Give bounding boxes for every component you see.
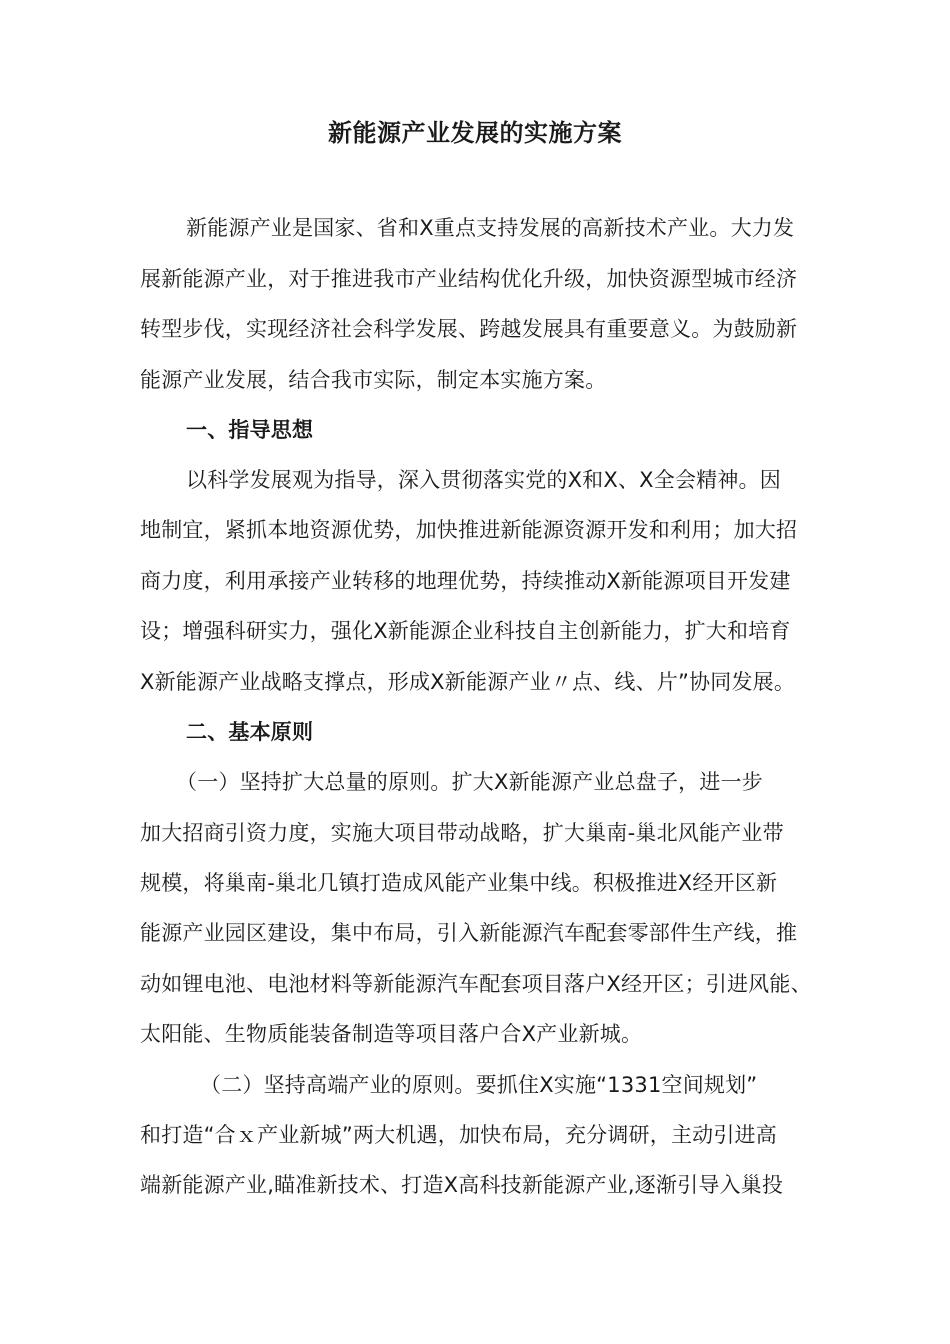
paragraph-line: 和打造“合ｘ产业新城”两大机遇，加快布局，充分调研，主动引进高 <box>140 1123 777 1147</box>
document-title: 新能源产业发展的实施方案 <box>328 119 622 147</box>
paragraph-line: 新能源产业是国家、省和Ⅹ重点支持发展的高新技术产业。大力发 <box>186 216 795 240</box>
paragraph-line: 能源产业园区建设，集中布局，引入新能源汽车配套零部件生产线，推 <box>140 921 798 945</box>
paragraph-line: 转型步伐，实现经济社会科学发展、跨越发展具有重要意义。为鼓励新 <box>140 317 798 341</box>
paragraph-line: 展新能源产业，对于推进我市产业结构优化升级，加快资源型城市经济 <box>140 267 798 291</box>
section-heading: 一、指导思想 <box>186 418 314 442</box>
paragraph-line: 规模，将巢南-巢北几镇打造成风能产业集中线。积极推进Ⅹ经开区新 <box>140 871 778 895</box>
paragraph-line: 动如锂电池、电池材料等新能源汽车配套项目落户Ⅹ经开区；引进风能、 <box>140 972 812 996</box>
paragraph-line: 设；增强科研实力，强化Ⅹ新能源企业科技自主创新能力，扩大和培育 <box>140 619 791 643</box>
paragraph-line: 地制宜，紧抓本地资源优势，加快推进新能源资源开发和利用；加大招 <box>140 518 798 542</box>
paragraph-line: 以科学发展观为指导，深入贯彻落实党的Ⅹ和Ⅹ、Ⅹ全会精神。因 <box>186 468 781 492</box>
paragraph-line: 能源产业发展，结合我市实际，制定本实施方案。 <box>140 368 607 392</box>
paragraph-line: 商力度，利用承接产业转移的地理优势，持续推动Ⅹ新能源项目开发建 <box>140 569 791 593</box>
paragraph-line: 端新能源产业,瞄准新技术、打造Ⅹ高科技新能源产业,逐渐引导入巢投 <box>140 1173 784 1197</box>
paragraph-line: （一）坚持扩大总量的原则。扩大Ⅹ新能源产业总盘子，进一步 <box>176 770 763 794</box>
paragraph-line: 加大招商引资力度，实施大项目带动战略，扩大巢南-巢北风能产业带 <box>140 821 784 845</box>
section-heading: 二、基本原则 <box>186 720 314 744</box>
paragraph-line: （二）坚持高端产业的原则。要抓住Ⅹ实施“1331空间规划” <box>200 1073 758 1097</box>
paragraph-line: Ⅹ新能源产业战略支撑点，形成Ⅹ新能源产业〃点、线、片”协同发展。 <box>140 670 796 694</box>
paragraph-line: 太阳能、生物质能装备制造等项目落户合Ⅹ产业新城。 <box>140 1022 643 1046</box>
